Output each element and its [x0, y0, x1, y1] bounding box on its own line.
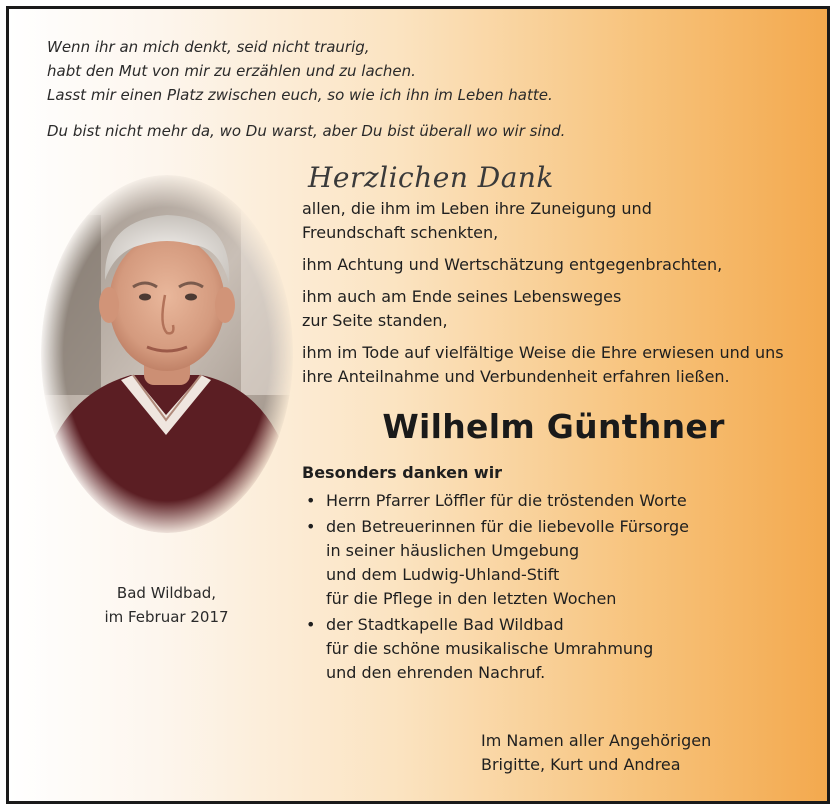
bullet-icon: • — [306, 615, 316, 634]
bullet-icon: • — [306, 517, 316, 536]
poem-line: habt den Mut von mir zu erzählen und zu lachen. — [47, 62, 416, 80]
obituary-card — [6, 6, 830, 804]
thanks-heading: Herzlichen Dank — [308, 161, 554, 194]
list-item-line: in seiner häuslichen Umgebung — [326, 541, 580, 560]
paragraph-line: Freundschaft schenkten, — [302, 223, 499, 242]
list-item — [302, 613, 817, 685]
list-item-line: den Betreuerinnen für die liebevolle Fürsorge — [326, 517, 689, 536]
paragraph-line: ihm Achtung und Wertschätzung entgegenbrachten, — [302, 255, 723, 274]
poem-line: Du bist nicht mehr da, wo Du warst, aber Du bist überall wo wir sind. — [47, 122, 566, 140]
list-item-line: Herrn Pfarrer Löffler für die tröstenden Worte — [326, 491, 687, 510]
thanks-paragraph — [302, 285, 817, 333]
paragraph-line: ihm im Tode auf vielfältige Weise die Ehre erwiesen und uns — [302, 343, 784, 362]
list-item-line: und den ehrenden Nachruf. — [326, 663, 546, 682]
thanks-paragraph — [302, 197, 817, 245]
poem-line: Lasst mir einen Platz zwischen euch, so wie ich ihn im Leben hatte. — [47, 86, 553, 104]
poem-line: Wenn ihr an mich denkt, seid nicht traurig, — [47, 38, 370, 56]
portrait-photo — [41, 175, 293, 533]
thanks-subheading: Besonders danken wir — [302, 463, 503, 482]
portrait-illustration — [41, 175, 293, 533]
list-item-line: und dem Ludwig-Uhland-Stift — [326, 565, 560, 584]
thanks-paragraph — [302, 253, 817, 277]
list-item — [302, 489, 817, 513]
paragraph-line: ihre Anteilnahme und Verbundenheit erfahren ließen. — [302, 367, 730, 386]
signature — [481, 729, 711, 777]
paragraph-line: zur Seite standen, — [302, 311, 448, 330]
list-item-line: für die Pflege in den letzten Wochen — [326, 589, 617, 608]
list-item-line: der Stadtkapelle Bad Wildbad — [326, 615, 564, 634]
signature-names: Brigitte, Kurt und Andrea — [481, 755, 681, 774]
place-and-date — [79, 581, 254, 629]
list-item-line: für die schöne musikalische Umrahmung — [326, 639, 654, 658]
signature-line: Im Namen aller Angehörigen — [481, 731, 712, 750]
poem — [47, 35, 565, 143]
place-line: Bad Wildbad, — [116, 584, 217, 602]
thanks-section — [302, 159, 817, 687]
thanks-list — [302, 489, 817, 685]
bullet-icon: • — [306, 491, 316, 510]
thanks-paragraph — [302, 341, 817, 389]
deceased-name: Wilhelm Günthner — [382, 407, 725, 446]
paragraph-line: ihm auch am Ende seines Lebensweges — [302, 287, 622, 306]
date-line: im Februar 2017 — [104, 608, 229, 626]
paragraph-line: allen, die ihm im Leben ihre Zuneigung und — [302, 199, 652, 218]
list-item — [302, 515, 817, 611]
